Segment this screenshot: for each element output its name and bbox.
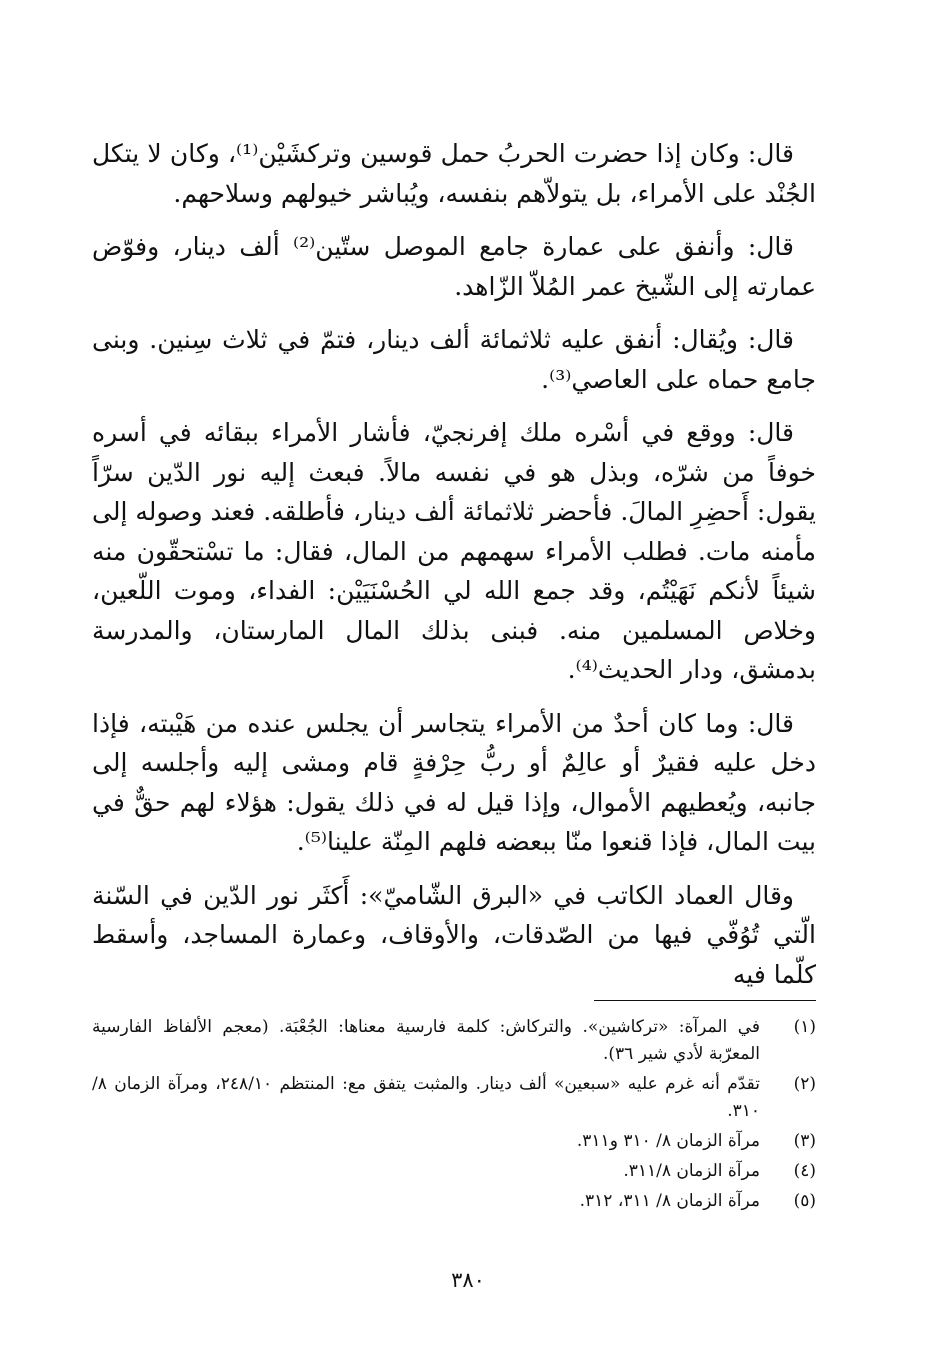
footnote-number: (١) — [793, 1017, 816, 1037]
footnote-text: مرآة الزمان ٨/ ٣١٠ و٣١١. — [576, 1131, 760, 1151]
main-text — [92, 134, 816, 1008]
footnote-number: (٢) — [793, 1074, 816, 1094]
footnote-text: مرآة الزمان ٣١١/٨. — [623, 1161, 760, 1181]
footnote-item — [92, 1071, 816, 1125]
paragraph: قال: وكان إذا حضرت الحربُ حمل قوسين وتركشَيْن⁽¹⁾، وكان لا يتكل الجُنْد على الأمراء، بل يتولاّهم بنفسه، ويُباشر خيولهم وسلاحهم. — [92, 139, 816, 208]
paragraph: قال: ووقع في أسْره ملك إفرنجيّ، فأشار الأمراء ببقائه في أسره خوفاً من شرّه، وبذل هو في نفسه مالاً. فبعث إليه نور الدّين سرّاً يقول: أَحضِرِ المالَ. فأحضر ثلاثمائة ألف دينار، فأطلقه. فعند وصوله إلى مأمنه مات. فطلب الأمراء سهمهم من المال، فقال: ما تسْتحقّون منه شيئاً لأنكم نَهَيْتُم، وقد جمع الله لي الحُسْنَيَيْن: الفداء، وموت اللّعين، وخلاص المسلمين منه. فبنى بذلك المال المارستان، والمدرسة بدمشق، ودار الحديث⁽⁴⁾. — [92, 418, 816, 684]
paragraph: وقال العماد الكاتب في «البرق الشّاميّ»: أَكثَر نور الدّين في السّنة الّتي تُوُفّي فيها من الصّدقات، والأوقاف، وعمارة المساجد، وأسقط كلّما فيه — [92, 880, 816, 989]
paragraph: قال: ويُقال: أنفق عليه ثلاثمائة ألف دينار، فتمّ في ثلاث سِنين. وبنى جامع حماه على العاصي⁽³⁾. — [92, 325, 816, 394]
footnote-number: (٥) — [793, 1191, 816, 1211]
footnote-text: في المرآة: «تركاشين». والتركاش: كلمة فارسية معناها: الجُعْبَة. (معجم الألفاظ الفارسية المعرّبة لأدي شير ٣٦). — [92, 1017, 760, 1064]
footnote-number: (٣) — [793, 1131, 816, 1151]
footnote-item — [92, 1014, 816, 1068]
footnote-text: مرآة الزمان ٨/ ٣١١، ٣١٢. — [579, 1191, 760, 1211]
footnotes — [92, 1014, 816, 1218]
footnote-item — [92, 1188, 816, 1215]
footnote-separator — [594, 1000, 816, 1001]
paragraph: قال: وأنفق على عمارة جامع الموصل ستّين⁽²⁾ ألف دينار، وفوّض عمارته إلى الشّيخ عمر المُلاّ الزّاهد. — [92, 232, 816, 301]
paragraph: قال: وما كان أحدٌ من الأمراء يتجاسر أن يجلس عنده من هَيْبته، فإذا دخل عليه فقيرٌ أو عالِمٌ أو ربُّ حِرْفةٍ قام ومشى إليه وأجلسه إلى جانبه، ويُعطيهم الأموال، وإذا قيل له في ذلك يقول: هؤلاء لهم حقٌّ في بيت المال، فإذا قنعوا منّا ببعضه فلهم المِنّة علينا⁽⁵⁾. — [92, 708, 816, 856]
footnote-text: تقدّم أنه غرم عليه «سبعين» ألف دينار. والمثبت يتفق مع: المنتظم ٢٤٨/١٠، ومرآة الزمان ٨/ ٣١٠. — [92, 1074, 761, 1121]
footnote-item — [92, 1128, 816, 1155]
footnote-item — [92, 1158, 816, 1185]
page-number: ٣٨٠ — [451, 1268, 485, 1292]
footnote-number: (٤) — [793, 1161, 816, 1181]
